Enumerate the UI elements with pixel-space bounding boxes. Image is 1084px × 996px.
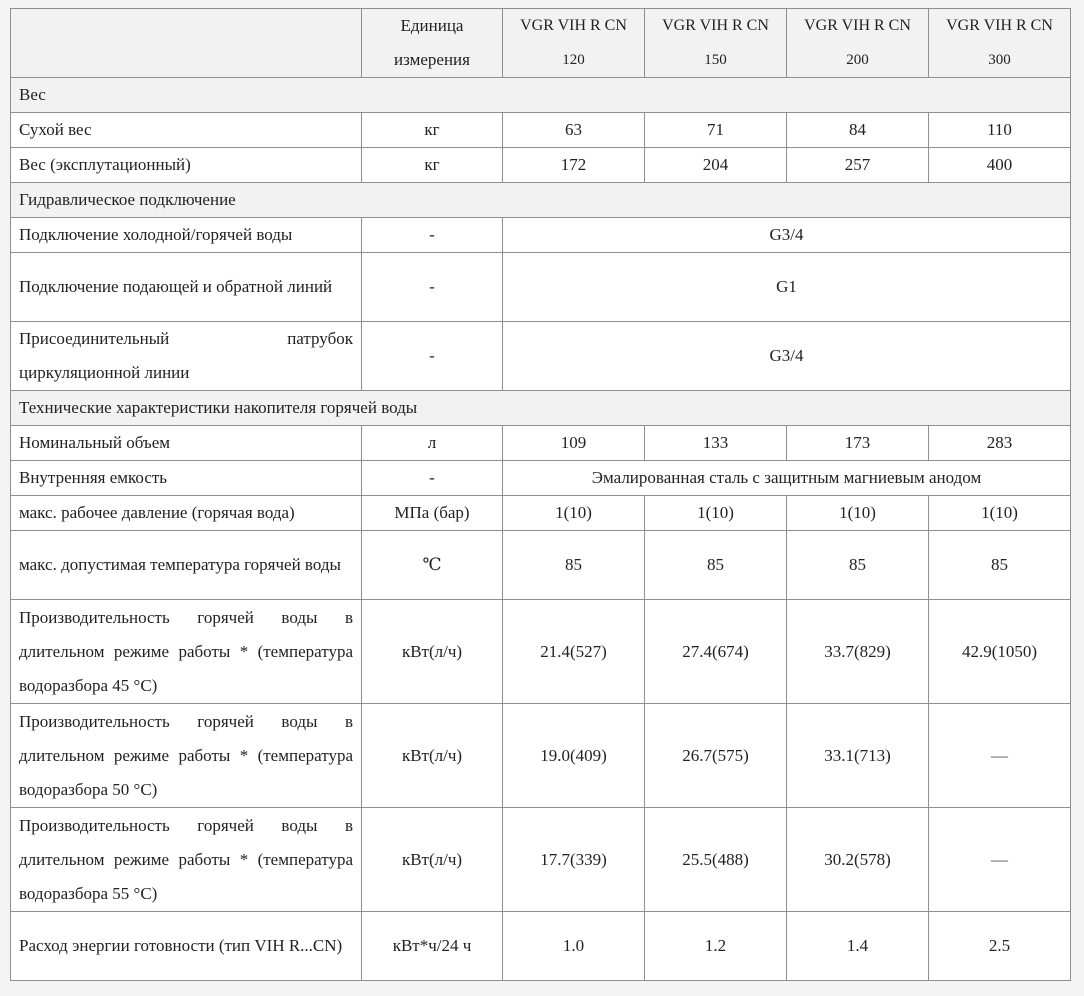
value-cell: 30.2(578) [787,808,929,912]
row-label: Подключение холодной/горячей воды [11,218,362,253]
value-cell: 85 [503,531,645,600]
merged-value-cell: G3/4 [503,322,1071,391]
row-unit: кВт(л/ч) [362,600,503,704]
model-name: VGR VIH R CN [804,17,911,34]
model-name: VGR VIH R CN [520,17,627,34]
row-unit: МПа (бар) [362,496,503,531]
row-label: Сухой вес [11,113,362,148]
model-size: 120 [562,52,585,68]
row-label: Производительность горячей воды в длительном режиме работы * (температура водоразбора 50 °C) [11,704,362,808]
value-cell: 33.7(829) [787,600,929,704]
model-header-300 [929,9,1071,78]
row-output-55 [11,808,1071,912]
row-circulation-connection [11,322,1071,391]
row-cold-hot-connection [11,218,1071,253]
row-unit: кг [362,148,503,183]
merged-value-cell: G1 [503,253,1071,322]
merged-value-cell: G3/4 [503,218,1071,253]
model-name: VGR VIH R CN [662,17,769,34]
value-cell: — [929,704,1071,808]
value-cell: 1(10) [929,496,1071,531]
section-title: Вес [11,78,1071,113]
value-cell: 63 [503,113,645,148]
value-cell: 257 [787,148,929,183]
model-size: 300 [988,52,1011,68]
row-unit: - [362,322,503,391]
value-cell: 283 [929,426,1071,461]
value-cell: 17.7(339) [503,808,645,912]
value-cell: 33.1(713) [787,704,929,808]
row-unit: - [362,218,503,253]
row-label: Производительность горячей воды в длительном режиме работы * (температура водоразбора 45 °C) [11,600,362,704]
row-label: макс. рабочее давление (горячая вода) [11,496,362,531]
section-row-hydraulic [11,183,1071,218]
value-cell: 84 [787,113,929,148]
value-cell: 204 [645,148,787,183]
row-label: макс. допустимая температура горячей воды [11,531,362,600]
units-header: Единица измерения [362,9,503,78]
section-row-technical [11,391,1071,426]
row-inner-tank [11,461,1071,496]
row-unit: л [362,426,503,461]
model-header-120 [503,9,645,78]
row-standby-energy [11,912,1071,981]
value-cell: 25.5(488) [645,808,787,912]
specifications-table [10,8,1071,981]
row-label: Производительность горячей воды в длительном режиме работы * (температура водоразбора 55 °C) [11,808,362,912]
value-cell: 1(10) [787,496,929,531]
row-label: Расход энергии готовности (тип VIH R...CN) [11,912,362,981]
merged-value-cell: Эмалированная сталь с защитным магниевым анодом [503,461,1071,496]
value-cell: 133 [645,426,787,461]
value-cell: 85 [645,531,787,600]
value-cell: 173 [787,426,929,461]
value-cell: — [929,808,1071,912]
row-unit: кг [362,113,503,148]
row-unit: ℃ [362,531,503,600]
header-corner-cell [11,9,362,78]
value-cell: 172 [503,148,645,183]
row-max-temperature [11,531,1071,600]
section-title: Технические характеристики накопителя горячей воды [11,391,1071,426]
model-name: VGR VIH R CN [946,17,1053,34]
row-output-50 [11,704,1071,808]
value-cell: 2.5 [929,912,1071,981]
value-cell: 21.4(527) [503,600,645,704]
value-cell: 27.4(674) [645,600,787,704]
value-cell: 71 [645,113,787,148]
row-unit: кВт*ч/24 ч [362,912,503,981]
model-size: 200 [846,52,869,68]
model-size: 150 [704,52,727,68]
model-header-200 [787,9,929,78]
row-unit: - [362,253,503,322]
row-unit: - [362,461,503,496]
row-operating-weight [11,148,1071,183]
value-cell: 109 [503,426,645,461]
row-label: Присоединительный патрубок циркуляционной линии [11,322,362,391]
row-output-45 [11,600,1071,704]
row-label: Подключение подающей и обратной линий [11,253,362,322]
section-row-weight [11,78,1071,113]
value-cell: 110 [929,113,1071,148]
value-cell: 42.9(1050) [929,600,1071,704]
value-cell: 26.7(575) [645,704,787,808]
row-max-pressure [11,496,1071,531]
value-cell: 19.0(409) [503,704,645,808]
value-cell: 400 [929,148,1071,183]
row-flow-return-connection [11,253,1071,322]
value-cell: 1(10) [503,496,645,531]
value-cell: 85 [787,531,929,600]
row-label: Внутренняя емкость [11,461,362,496]
value-cell: 1.0 [503,912,645,981]
model-header-150 [645,9,787,78]
value-cell: 1.2 [645,912,787,981]
value-cell: 1.4 [787,912,929,981]
row-unit: кВт(л/ч) [362,704,503,808]
header-row [11,9,1071,78]
row-nominal-volume [11,426,1071,461]
row-dry-weight [11,113,1071,148]
section-title: Гидравлическое подключение [11,183,1071,218]
row-unit: кВт(л/ч) [362,808,503,912]
row-label: Вес (эксплутационный) [11,148,362,183]
value-cell: 1(10) [645,496,787,531]
value-cell: 85 [929,531,1071,600]
row-label: Номинальный объем [11,426,362,461]
